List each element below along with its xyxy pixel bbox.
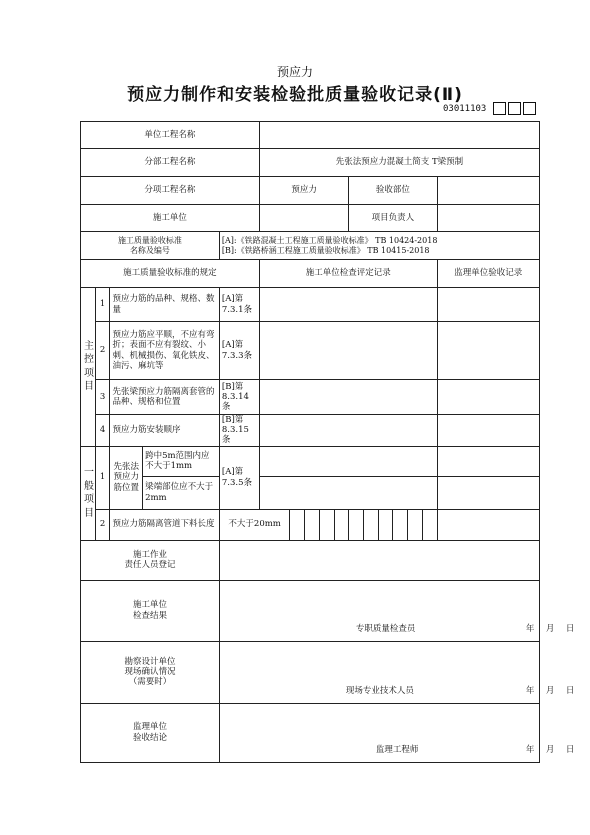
form-code: 03011103: [443, 104, 487, 114]
supervision-conclusion-field[interactable]: [219, 703, 575, 762]
construction-unit-field[interactable]: [259, 205, 348, 232]
supervision-record-cell[interactable]: [437, 380, 539, 415]
measurement-cell[interactable]: [422, 509, 437, 540]
measurement-cell[interactable]: [290, 509, 305, 540]
measurement-cell[interactable]: [378, 509, 393, 540]
main-control-group-label: 主 控 项 目: [81, 288, 96, 447]
inspection-record-table: [80, 121, 575, 763]
inspection-part-label: 验收部位: [349, 177, 437, 205]
supervision-record-cell[interactable]: [437, 322, 539, 380]
item-description: 预应力筋安装顺序: [110, 415, 219, 447]
construction-registration-line-1: 施工作业: [132, 549, 167, 560]
standard-label-line-1: 施工质量验收标准: [117, 235, 182, 245]
general-row-1b: [81, 476, 540, 509]
item-description: 预应力筋隔离管道下料长度: [110, 509, 219, 540]
measurement-cell[interactable]: [363, 509, 378, 540]
construction-result-line-1: 施工单位: [132, 600, 167, 611]
code-box-2[interactable]: [508, 102, 521, 115]
item-allowable-value: 不大于20mm: [219, 509, 290, 540]
code-box-3[interactable]: [523, 102, 536, 115]
standard-a: [A]:《铁路混凝土工程施工质量验收标准》 TB 10424-2018: [221, 235, 438, 245]
standard-label: [81, 232, 220, 260]
survey-design-line-2: 现场确认情况: [124, 666, 176, 677]
item-number: 1: [95, 288, 110, 322]
subdivision-label: 分项工程名称: [81, 177, 260, 205]
inspection-part-field[interactable]: [437, 177, 539, 205]
supervising-engineer-label: 监理工程师: [375, 745, 419, 756]
column-header-supervision-record: 监理单位验收记录: [437, 260, 539, 288]
unit-project-field[interactable]: [259, 122, 539, 149]
item-clause: [A]第7.3.3条: [219, 322, 259, 380]
item-number: 2: [95, 322, 110, 380]
general-group-label: 一 般 项 目: [81, 446, 96, 540]
standard-names: [219, 232, 539, 260]
month-label: 月: [545, 624, 555, 635]
item-subrequirement: 跨中5m范围内应不大于1mm: [143, 446, 220, 476]
survey-design-line-1: 勘察设计单位: [124, 656, 176, 667]
item-number: 1: [95, 446, 110, 509]
division-label: 分部工程名称: [81, 149, 260, 177]
onsite-engineer-label: 现场专业技术人员: [345, 686, 414, 697]
item-description: 预应力筋的品种、规格、数量: [110, 288, 219, 322]
main-control-row-4: [81, 415, 540, 447]
construction-check-cell[interactable]: [259, 322, 437, 380]
item-clause: [A]第7.3.5条: [219, 446, 259, 509]
main-control-row-3: [81, 380, 540, 415]
measurement-cell[interactable]: [349, 509, 364, 540]
measurement-cell[interactable]: [305, 509, 320, 540]
construction-check-cell[interactable]: [259, 415, 437, 447]
supervision-conclusion-label: [81, 703, 220, 762]
division-field[interactable]: 先张法预应力混凝土简支 T梁预制: [259, 149, 539, 177]
supervision-record-cell[interactable]: [437, 288, 539, 322]
survey-design-line-3: （需要时）: [128, 677, 172, 688]
measurement-cell[interactable]: [408, 509, 423, 540]
construction-result-label: [81, 580, 220, 641]
item-number: 3: [95, 380, 110, 415]
supervision-conclusion-line-1: 监理单位: [132, 722, 167, 733]
item-subrequirement: 梁端部位应不大于2mm: [143, 476, 220, 509]
supervision-record-cell[interactable]: [437, 415, 539, 447]
year-label: 年: [525, 686, 535, 697]
item-description: 先张法预应力筋位置: [110, 446, 143, 509]
construction-check-cell[interactable]: [259, 380, 437, 415]
quality-inspector-label: 专职质量检查员: [355, 624, 416, 635]
day-label: 日: [565, 686, 575, 697]
item-description: 先张梁预应力筋隔离套管的品种、规格和位置: [110, 380, 219, 415]
day-label: 日: [565, 624, 575, 635]
project-manager-label: 项目负责人: [349, 205, 437, 232]
subdivision-field[interactable]: 预应力: [259, 177, 348, 205]
document-title: 预应力制作和安装检验批质量验收记录(Ⅱ): [127, 85, 463, 105]
supervision-conclusion-line-2: 验收结论: [132, 732, 167, 743]
measurement-cell[interactable]: [393, 509, 408, 540]
year-label: 年: [525, 624, 535, 635]
supervision-record-cell[interactable]: [437, 476, 539, 509]
measurement-cell[interactable]: [319, 509, 334, 540]
column-header-standard: 施工质量验收标准的规定: [81, 260, 260, 288]
construction-check-cell[interactable]: [259, 476, 437, 509]
project-manager-field[interactable]: [437, 205, 539, 232]
construction-registration-line-2: 责任人员登记: [124, 560, 176, 571]
construction-result-field[interactable]: [219, 580, 575, 641]
code-box-1[interactable]: [493, 102, 506, 115]
day-label: 日: [565, 745, 575, 756]
item-clause: [B]第8.3.14条: [219, 380, 259, 415]
main-control-row-2: [81, 322, 540, 380]
construction-check-cell[interactable]: [259, 446, 437, 476]
supervision-record-cell[interactable]: [437, 509, 539, 540]
column-header-construction-check: 施工单位检查评定记录: [259, 260, 437, 288]
month-label: 月: [545, 745, 555, 756]
document-category: 预应力: [276, 65, 313, 79]
item-description: 预应力筋应平顺，不应有弯折；表面不应有裂纹、小刺、机械损伤、氧化铁皮、油污、麻坑等: [110, 322, 219, 380]
item-number: 2: [95, 509, 110, 540]
measurement-cell[interactable]: [334, 509, 349, 540]
item-clause: [B]第8.3.15条: [219, 415, 259, 447]
item-clause: [A]第7.3.1条: [219, 288, 259, 322]
main-control-row-1: [81, 288, 540, 322]
month-label: 月: [545, 686, 555, 697]
construction-registration-label: [81, 540, 220, 580]
item-number: 4: [95, 415, 110, 447]
year-label: 年: [525, 745, 535, 756]
general-row-2: [81, 509, 540, 540]
construction-unit-label: 施工单位: [81, 205, 260, 232]
construction-check-cell[interactable]: [259, 288, 437, 322]
unit-project-label: 单位工程名称: [81, 122, 260, 149]
standard-b: [B]:《铁路桥涵工程施工质量验收标准》 TB 10415-2018: [221, 245, 430, 255]
general-row-1a: [81, 446, 540, 476]
construction-result-line-2: 检查结果: [132, 610, 167, 621]
survey-design-label: [81, 641, 220, 703]
survey-design-field[interactable]: [219, 641, 575, 703]
supervision-record-cell[interactable]: [437, 446, 539, 476]
standard-label-line-2: 名称及编号: [129, 245, 170, 255]
construction-registration-field[interactable]: [219, 540, 539, 580]
